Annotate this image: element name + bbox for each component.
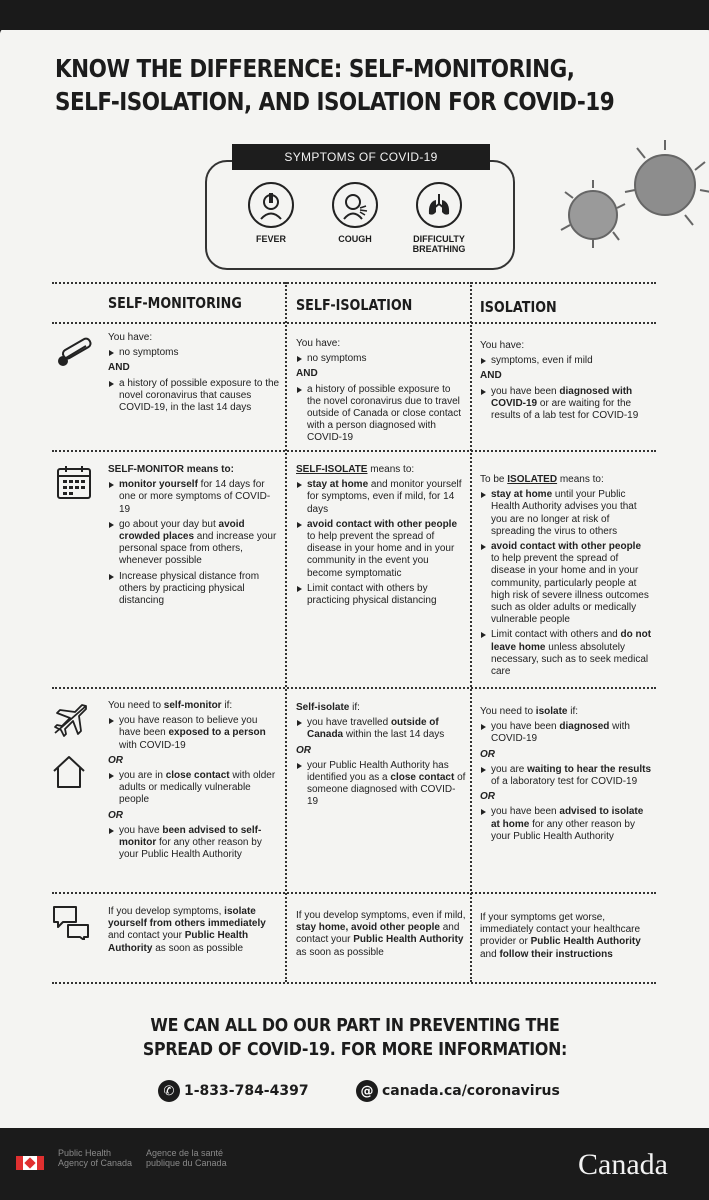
table-divider	[52, 892, 656, 894]
agency-name-english: Public Health Agency of Canada	[58, 1148, 133, 1168]
row4-self-monitoring: If you develop symptoms, isolate yourself from others immediately and contact your Public Health Authority as soon as possible	[108, 906, 266, 954]
calendar-icon	[56, 464, 92, 500]
virus-illustration	[555, 130, 709, 270]
column-header-isolation: ISOLATION	[480, 298, 557, 316]
canada-wordmark: Canada	[578, 1148, 668, 1181]
table-divider	[52, 687, 656, 689]
row4-self-isolation: If you develop symptoms, even if mild, stay home, avoid other people and contact your Public Health Authority as soon as possible	[296, 910, 466, 958]
house-icon	[52, 754, 86, 790]
cough-icon	[332, 182, 378, 228]
website-link[interactable]: @ canada.ca/coronavirus	[356, 1080, 560, 1102]
column-header-self-monitoring: SELF-MONITORING	[108, 294, 242, 312]
canada-flag-icon	[16, 1156, 44, 1170]
lungs-icon	[416, 182, 462, 228]
column-divider	[285, 282, 287, 982]
row2-self-monitoring: SELF-MONITOR means to: monitor yourself for 14 days for one or more symptoms of COVID-19 go about your day but avoid crowded places and increase your personal space from others, whenever possible Increase physical distance from others by practicing physical distancing	[108, 464, 280, 610]
table-divider	[52, 982, 656, 984]
poster-title: KNOW THE DIFFERENCE: SELF-MONITORING, SELF-ISOLATION, AND ISOLATION FOR COVID-19	[55, 54, 615, 116]
comparison-table	[52, 282, 656, 1012]
symptoms-header: SYMPTOMS OF COVID-19	[232, 144, 490, 170]
table-divider	[52, 282, 656, 284]
thermometer-icon	[54, 334, 96, 370]
phone-contact[interactable]: ✆ 1-833-784-4397	[158, 1080, 309, 1102]
speech-bubbles-icon	[52, 904, 92, 940]
row1-self-monitoring: You have: no symptoms AND a history of possible exposure to the novel coronavirus that causes COVID-19, in the last 14 days	[108, 332, 280, 414]
symptom-cough: COUGH	[320, 182, 390, 244]
at-sign-icon: @	[356, 1080, 378, 1102]
row2-isolation: To be ISOLATED means to: stay at home until your Public Health Authority advises you that you are no longer at risk of spreading the virus to others avoid contact with other people to help prevent the spread of disease in your home and in your community, particularly people at high risk of severe illness outcomes such as older adults or medically vulnerable people Limit contact with others and do not leave home unless absolutely necessary, such as to seek medical care	[480, 474, 652, 678]
table-divider	[52, 450, 656, 452]
symptom-fever: FEVER	[236, 182, 306, 244]
row3-self-isolation: Self-isolate if: you have travelled outside of Canada within the last 14 days OR your Public Health Authority has identified you as a close contact of someone diagnosed with COVID-19	[296, 702, 466, 808]
airplane-icon	[52, 702, 90, 738]
call-to-action: WE CAN ALL DO OUR PART IN PREVENTING THE SPREAD OF COVID-19. FOR MORE INFORMATION:	[142, 1015, 568, 1060]
fever-icon	[248, 182, 294, 228]
top-dark-band	[0, 0, 709, 30]
agency-name-french: Agence de la santé publique du Canada	[146, 1148, 227, 1168]
row3-self-monitoring: You need to self-monitor if: you have reason to believe you have been exposed to a person with COVID-19 OR you are in close contact with older adults or medically vulnerable people OR you have been advised to self-monitor for any other reason by your Public Health Authority	[108, 700, 280, 864]
row1-isolation: You have: symptoms, even if mild AND you have been diagnosed with COVID-19 or are waiting for the results of a lab test for COVID-19	[480, 340, 652, 425]
phone-icon: ✆	[158, 1080, 180, 1102]
table-divider	[52, 322, 656, 324]
row3-isolation: You need to isolate if: you have been diagnosed with COVID-19 OR you are waiting to hear the results of a laboratory test for COVID-19 OR you have been advised to isolate at home for any other reason by your Public Health Authority	[480, 706, 652, 842]
row4-isolation: If your symptoms get worse, immediately contact your healthcare provider or Public Health Authority and follow their instructions	[480, 912, 641, 960]
symptom-breathing: DIFFICULTY BREATHING	[404, 182, 474, 254]
row1-self-isolation: You have: no symptoms AND a history of possible exposure to the novel coronavirus due to travel outside of Canada or close contact with a person diagnosed with COVID-19	[296, 338, 466, 448]
column-header-self-isolation: SELF-ISOLATION	[296, 296, 413, 314]
column-divider	[470, 282, 472, 982]
row2-self-isolation: SELF-ISOLATE means to: stay at home and monitor yourself for symptoms, even if mild, for 14 days avoid contact with other people to help prevent the spread of disease in your home and in your community in the event you become symptomatic Limit contact with others by practicing physical distancing	[296, 464, 466, 610]
